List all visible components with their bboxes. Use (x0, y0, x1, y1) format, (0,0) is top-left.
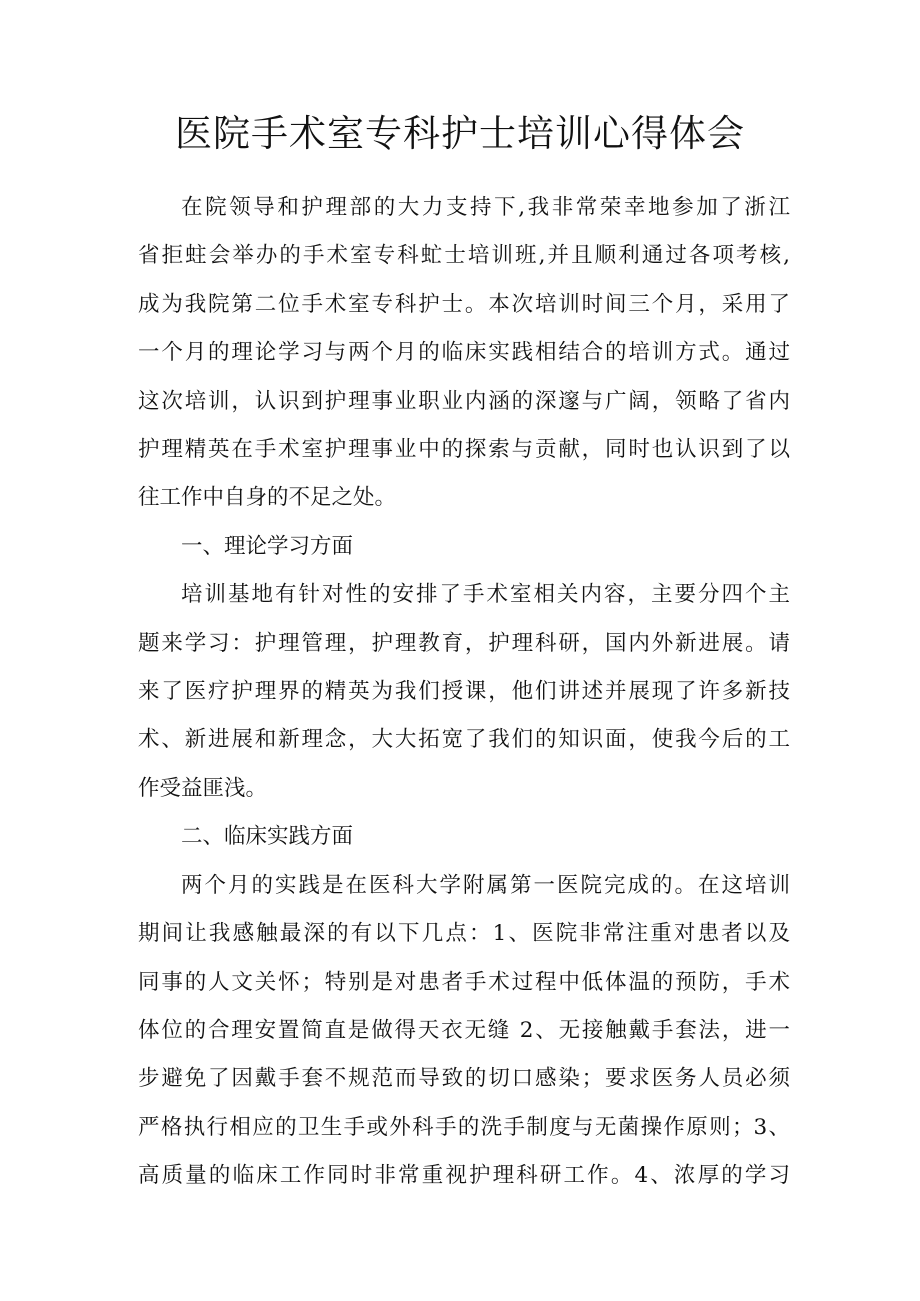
text-line: 一个月的理论学习与两个月的临床实践相结合的培训方式。通过 (138, 340, 790, 366)
text-line: 同事的人文关怀；特别是对患者手术过程中低体温的预防，手术 (138, 969, 790, 995)
text-line: 体位的合理安置简直是做得天衣无缝 2、无接触戴手套法，进一 (138, 1017, 790, 1043)
text-line: 来了医疗护理界的精英为我们授课，他们讲述并展现了许多新技 (138, 679, 790, 705)
text-line: 护理精英在手术室护理事业中的探索与贡献，同时也认识到了以 (138, 437, 790, 463)
text-line: 高质量的临床工作同时非常重视护理科研工作。4、浓厚的学习 (138, 1163, 790, 1189)
text-line: 作受益匪浅。 (138, 775, 268, 801)
text-line: 期间让我感触最深的有以下几点：1、医院非常注重对患者以及 (138, 921, 790, 947)
paragraph-intro (138, 184, 790, 523)
document-body (138, 184, 790, 1201)
text-line: 省拒蛀会举办的手术室专科虻士培训班,并且顺利通过各项考核, (138, 243, 790, 269)
document-title: 医院手术室专科护士培训心得体会 (175, 112, 745, 155)
text-line: 这次培训，认识到护理事业职业内涵的深邃与广阔，领略了省内 (138, 388, 790, 414)
text-line: 严格执行相应的卫生手或外科手的洗手制度与无菌操作原则；3、 (138, 1114, 790, 1140)
text-line: 两个月的实践是在医科大学附属第一医院完成的。在这培训 (181, 872, 790, 898)
text-line: 往工作中自身的不足之处。 (138, 485, 397, 511)
text-line: 步避免了因戴手套不规范而导致的切口感染；要求医务人员必须 (138, 1066, 790, 1092)
section-heading-practice: 二、临床实践方面 (181, 824, 354, 850)
text-line: 术、新进展和新理念，大大拓宽了我们的知识面，使我今后的工 (138, 727, 790, 753)
text-line: 成为我院第二位手术室专科护士。本次培训时间三个月，采用了 (138, 291, 790, 317)
paragraph-practice (138, 862, 790, 1201)
text-line: 题来学习：护理管理，护理教育，护理科研，国内外新进展。请 (138, 630, 790, 656)
section-heading-theory: 一、理论学习方面 (181, 533, 354, 559)
text-line: 培训基地有针对性的安排了手术室相关内容，主要分四个主 (181, 582, 790, 608)
text-line: 在院领导和护理部的大力支持下,我非常荣幸地参加了浙江 (181, 195, 790, 220)
paragraph-theory (138, 571, 790, 813)
